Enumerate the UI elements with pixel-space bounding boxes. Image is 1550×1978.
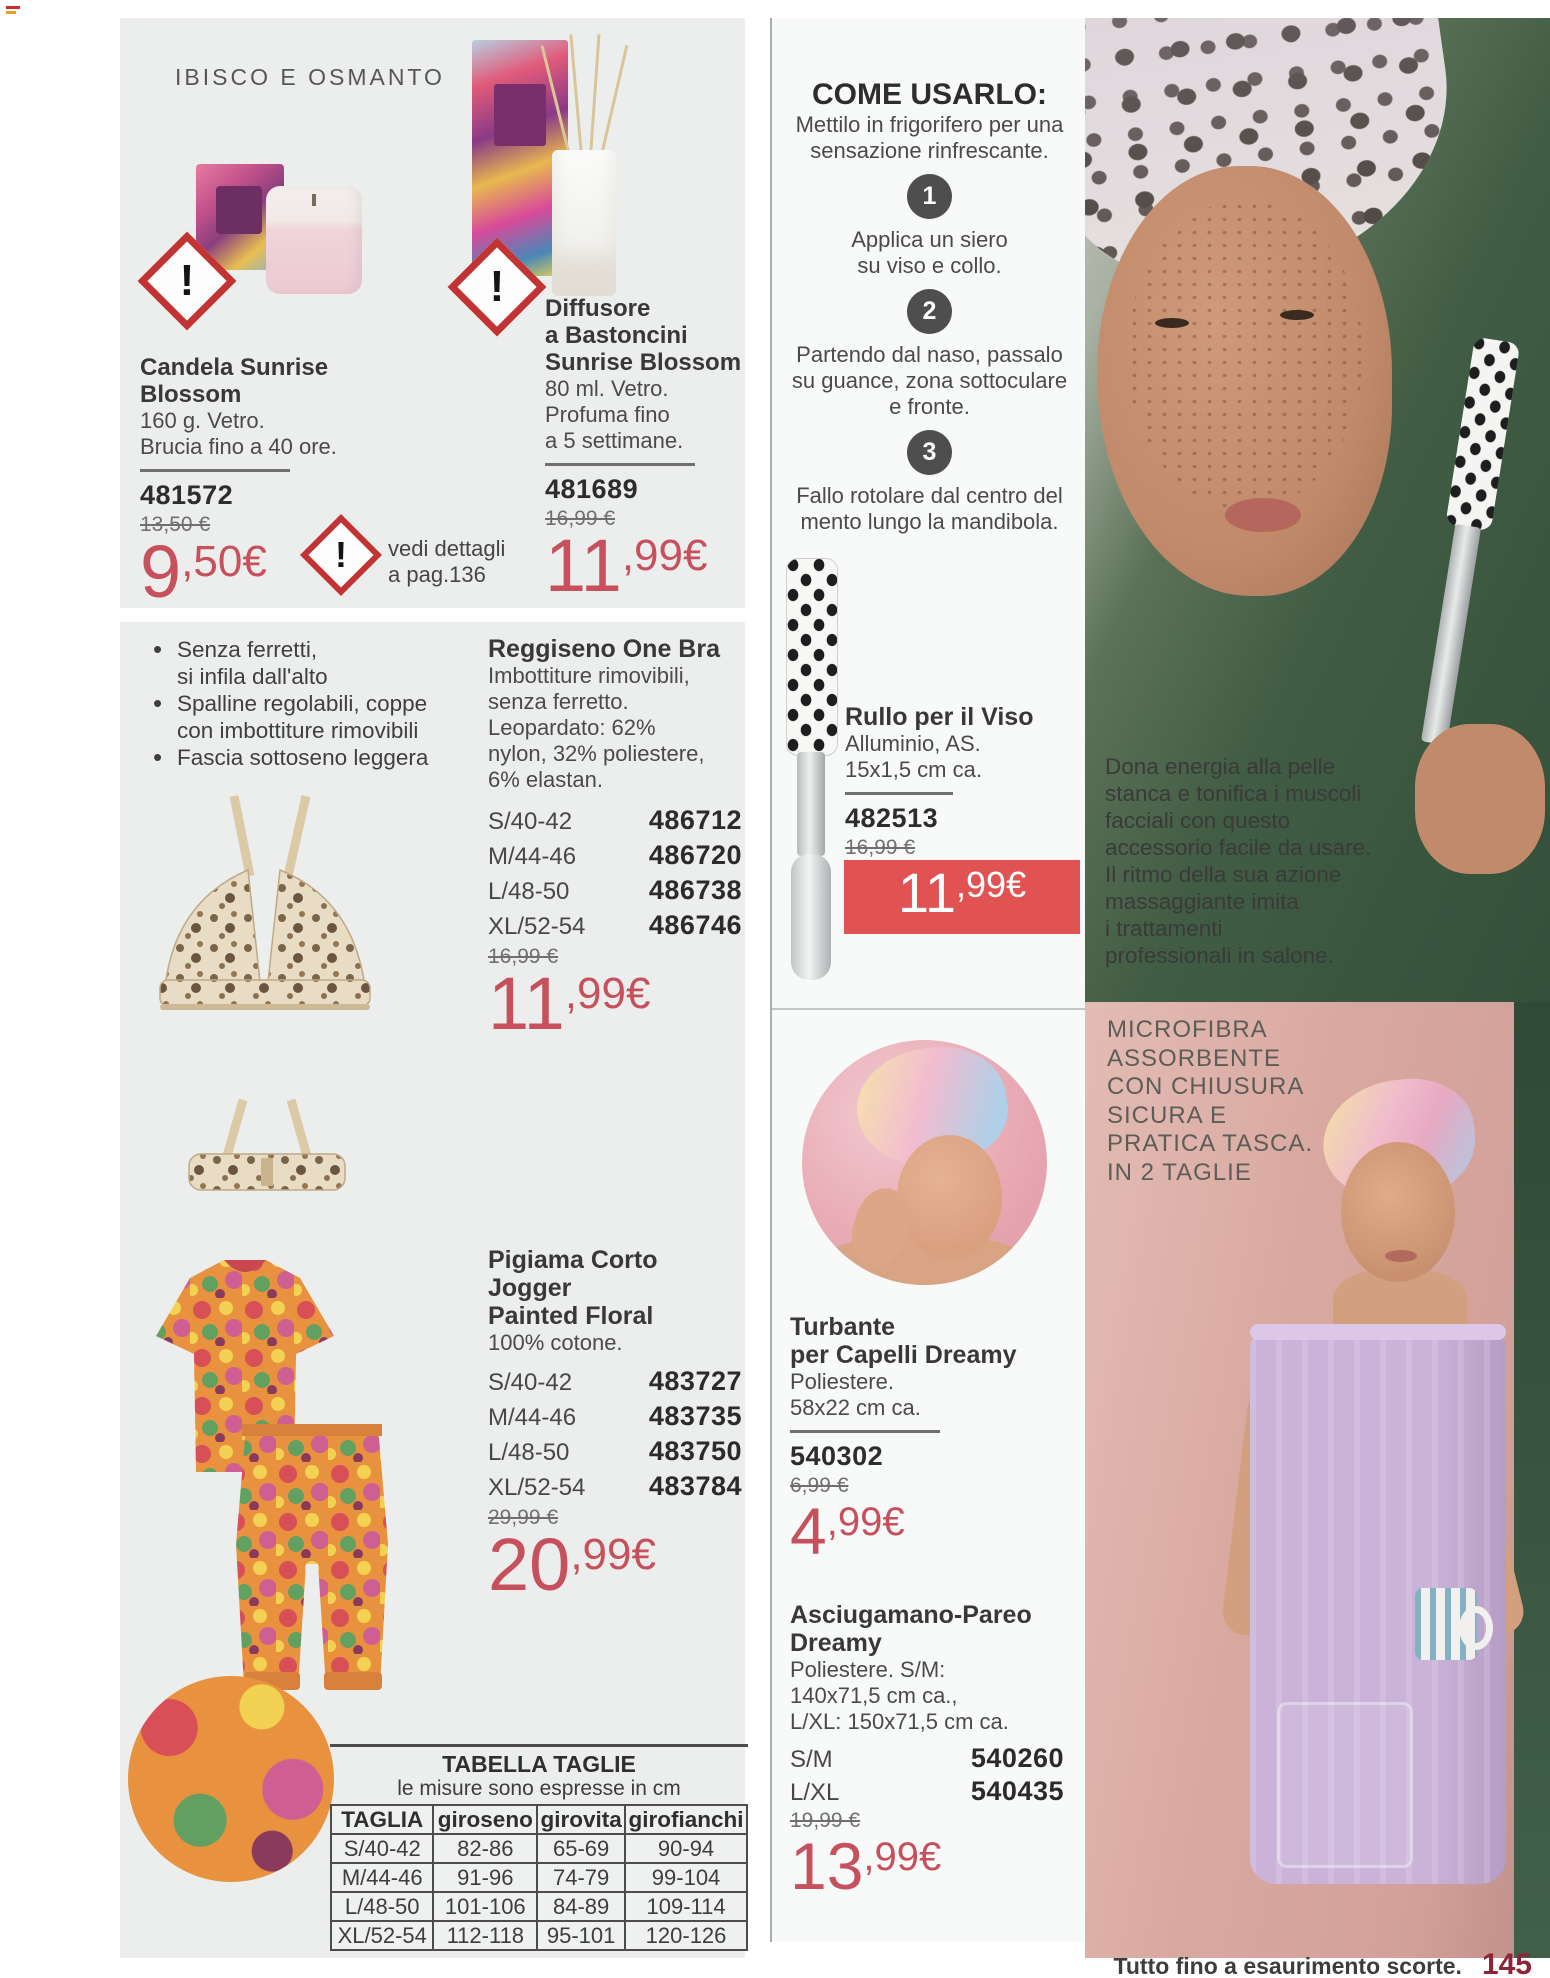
divider [140, 469, 290, 472]
product-name: Rullo per il Viso [845, 703, 1034, 731]
old-price: 16,99 € [488, 945, 559, 968]
old-price: 16,99 € [845, 836, 916, 859]
background-strip [1514, 1002, 1550, 1958]
size-code-row [488, 1469, 742, 1504]
feature-item: con imbottiture rimovibili [177, 718, 419, 743]
step-text: su viso e collo. [857, 253, 1002, 278]
size: XL/52-54 [488, 1474, 586, 1501]
size-code-row [488, 873, 742, 908]
roller-caption [1105, 753, 1435, 969]
old-price: 13,50 € [140, 513, 211, 536]
size-table-subtitle: le misure sono espresse in cm [397, 1777, 681, 1800]
face-roller-shaft-image [797, 752, 825, 856]
price-int: 4 [790, 1494, 827, 1568]
product-desc: Brucia fino a 40 ore. [140, 434, 337, 459]
product-name: Turbante [790, 1313, 896, 1341]
model-eye [1155, 318, 1189, 328]
towel-product-info [790, 1601, 1064, 1903]
product-name: Blossom [140, 381, 242, 408]
size: L/48-50 [488, 1439, 570, 1466]
candle-jar-image [266, 186, 362, 294]
model-face [1097, 166, 1392, 596]
product-desc: 80 ml. Vetro. [545, 376, 669, 401]
face-roller-handle-image [791, 854, 831, 980]
product-desc: Poliestere. [790, 1369, 894, 1394]
diffuser-bottle-image [552, 150, 616, 296]
step-number-badge: 2 [907, 289, 952, 334]
collection-title: IBISCO E OSMANTO [175, 64, 445, 90]
product-code: 482513 [845, 803, 939, 833]
table-row: S/40-42 82-86 65-69 90-94 [331, 1834, 747, 1863]
step-text: mento lungo la mandibola. [800, 509, 1059, 534]
towel-fold [1250, 1324, 1506, 1340]
size-code-list [488, 803, 742, 943]
product-name: Reggiseno One Bra [488, 635, 720, 663]
size-code-row [790, 1774, 1064, 1807]
size: XL/52-54 [488, 913, 586, 940]
product-desc: Poliestere. S/M: [790, 1657, 946, 1682]
caption-line: professionali in salone. [1105, 943, 1334, 968]
towel-pocket [1277, 1702, 1413, 1868]
footer-note: Tutto fino a esaurimento scorte. [1113, 1953, 1462, 1978]
feature-item: si infila dall'alto [177, 664, 328, 689]
caption-line: accessorio facile da usare. [1105, 835, 1372, 860]
old-price: 19,99 € [790, 1809, 861, 1832]
product-desc: a 5 settimane. [545, 428, 684, 453]
model-lips [1225, 498, 1301, 532]
how-to-title: COME USARLO: [812, 78, 1047, 111]
table-header: girovita [537, 1805, 625, 1834]
model-eye [1280, 310, 1314, 320]
pajama-product-info [488, 1246, 742, 1606]
step-text: Applica un siero [851, 227, 1008, 252]
diffuser-reed [569, 34, 583, 156]
divider [545, 463, 695, 466]
price [488, 1523, 742, 1606]
model-face [897, 1135, 1002, 1260]
product-name: Candela Sunrise [140, 354, 329, 381]
price-dec: ,99€ [826, 1500, 905, 1544]
fragrance-section [120, 18, 745, 613]
bra-back-image [175, 1092, 359, 1232]
how-to-use [772, 78, 1087, 535]
turban-photo [802, 1040, 1047, 1285]
size-table [330, 1744, 748, 1951]
price [790, 1829, 1064, 1903]
caption-line: Dona energia alla pelle [1105, 754, 1336, 779]
caption-line: ASSORBENTE [1107, 1044, 1282, 1072]
size: S/40-42 [488, 1369, 573, 1396]
product-desc: Profuma fino [545, 402, 670, 427]
caption-line: CON CHIUSURA [1107, 1073, 1305, 1100]
warning-icon: ! [448, 238, 547, 337]
diffuser-reed [598, 45, 628, 165]
feature-item: • Fascia sottoseno leggera [153, 744, 473, 771]
caption-line: SICURA E [1107, 1101, 1228, 1129]
table-header: TAGLIA [331, 1805, 433, 1834]
turban-product-info [790, 1313, 1062, 1568]
size: S/M [790, 1746, 833, 1773]
feature-item: • Senza ferretti, [153, 636, 473, 663]
old-price: 6,99 € [790, 1474, 849, 1497]
page-footer [1113, 1948, 1532, 1978]
middle-column [770, 18, 1087, 1942]
product-name: Dreamy [790, 1629, 882, 1657]
product-desc: 140x71,5 cm ca., [790, 1683, 958, 1708]
product-desc: 6% elastan. [488, 767, 603, 792]
face-roller-head-image [786, 558, 838, 756]
price-dec: ,50€ [181, 537, 267, 586]
step-text: su guance, zona sottoculare [791, 368, 1068, 393]
product-code: 481689 [545, 474, 639, 504]
product-name: Pigiama Corto Jogger [488, 1246, 658, 1302]
price-int: 11 [545, 524, 622, 607]
caption-line: Il ritmo della sua azione [1105, 862, 1342, 887]
fabric-swatch-image [128, 1676, 334, 1882]
size-code-row [488, 908, 742, 943]
price-int: 20 [488, 1523, 571, 1606]
size-code-list [488, 1364, 742, 1504]
size: L/XL [790, 1779, 840, 1806]
product-desc: 15x1,5 cm ca. [845, 757, 982, 782]
caption-line: MICROFIBRA [1107, 1016, 1268, 1043]
size-code-row [790, 1741, 1064, 1774]
face-roller-photo [1085, 18, 1550, 1002]
table-header: giroseno [433, 1805, 537, 1834]
price [790, 1494, 1062, 1568]
old-price: 16,99 € [545, 507, 616, 530]
caption-line: facciali con questo [1105, 808, 1291, 833]
price [545, 524, 745, 607]
caption-line: IN 2 TAGLIE [1107, 1158, 1252, 1186]
step-text: e fronte. [889, 394, 970, 419]
size-code-row [488, 1434, 742, 1469]
price-int: 11 [488, 962, 565, 1045]
price-dec: ,99€ [956, 864, 1027, 905]
step-number-badge: 3 [907, 430, 952, 475]
product-name: per Capelli Dreamy [790, 1341, 1017, 1369]
product-name: Painted Floral [488, 1302, 654, 1330]
towel-caption [1107, 1016, 1407, 1187]
pajama-pants-image [224, 1414, 400, 1714]
page-corner-icon [6, 6, 20, 16]
size-code-row [488, 838, 742, 873]
diffuser-reed [589, 34, 601, 156]
code: 486738 [648, 875, 742, 905]
bra-feature-list [153, 636, 473, 771]
code: 483727 [648, 1366, 742, 1396]
table-header: girofianchi [625, 1805, 747, 1834]
bra-front-image [138, 790, 390, 1090]
divider [772, 1008, 1087, 1010]
product-desc: L/XL: 150x71,5 cm ca. [790, 1709, 1009, 1734]
size-code-row [488, 1399, 742, 1434]
page-number: 145 [1481, 1948, 1532, 1978]
price-dec: ,99€ [863, 1835, 942, 1879]
candle-box-label [216, 186, 262, 234]
code: 540435 [970, 1776, 1064, 1806]
product-name: Asciugamano-Pareo [790, 1601, 1032, 1629]
step-text: Partendo dal naso, passalo [796, 342, 1063, 367]
size-code-list [790, 1741, 1064, 1807]
caption-line: i trattamenti [1105, 916, 1223, 941]
towel-pareo-photo [1085, 1002, 1550, 1958]
code: 483750 [648, 1436, 742, 1466]
model-lips [1385, 1250, 1417, 1262]
caption-line: stanca e tonifica i muscoli [1105, 781, 1362, 806]
warning-icon: ! [300, 514, 382, 596]
caption-line: massaggiante imita [1105, 889, 1299, 914]
code: 483735 [648, 1401, 742, 1431]
caption-line: PRATICA TASCA. [1107, 1130, 1314, 1157]
product-desc: Leopardato: 62% [488, 715, 656, 740]
face-roller-prop-image [1404, 336, 1531, 770]
bra-product-info [488, 635, 742, 1045]
warning-note-line: vedi dettagli [388, 536, 506, 561]
code: 540260 [970, 1743, 1064, 1773]
diffuser-product-info [545, 295, 745, 607]
product-name: Diffusore [545, 295, 651, 322]
price-int: 9 [140, 530, 182, 613]
size-code-row [488, 1364, 742, 1399]
size: L/48-50 [488, 878, 570, 905]
product-desc: 160 g. Vetro. [140, 408, 265, 433]
code: 486746 [648, 910, 742, 940]
step-text: Fallo rotolare dal centro del [796, 483, 1063, 508]
product-code: 481572 [140, 480, 234, 510]
step-number-badge: 1 [907, 174, 952, 219]
price-int: 13 [790, 1829, 864, 1903]
table-row: M/44-46 91-96 74-79 99-104 [331, 1863, 747, 1892]
product-name: a Bastoncini [545, 322, 688, 349]
table-row: L/48-50 101-106 84-89 109-114 [331, 1892, 747, 1921]
size-table-title: TABELLA TAGLIE [442, 1751, 636, 1777]
product-desc: Alluminio, AS. [845, 731, 981, 756]
product-desc: Imbottiture rimovibili, [488, 663, 690, 688]
price-badge [844, 860, 1080, 934]
feature-item: • Spalline regolabili, coppe [153, 690, 473, 717]
product-desc: 100% cotone. [488, 1330, 623, 1355]
old-price: 29,99 € [488, 1506, 559, 1529]
warning-note [388, 536, 505, 588]
mug-image [1415, 1588, 1477, 1660]
warning-note-line: a pag.136 [388, 562, 486, 587]
code: 486720 [648, 840, 742, 870]
size: M/44-46 [488, 843, 577, 870]
price-dec: ,99€ [564, 969, 651, 1018]
code: 486712 [648, 805, 742, 835]
size-code-row [488, 803, 742, 838]
how-to-intro: sensazione rinfrescante. [810, 138, 1049, 163]
size: S/40-42 [488, 808, 573, 835]
diffuser-box-label [494, 84, 546, 146]
apparel-section [120, 622, 745, 1958]
product-name: Sunrise Blossom [545, 349, 742, 376]
warning-icon: ! [138, 232, 237, 331]
product-code: 540302 [790, 1441, 884, 1471]
product-desc: nylon, 32% poliestere, [488, 741, 705, 766]
price-dec: ,99€ [621, 531, 708, 580]
price-dec: ,99€ [570, 1530, 656, 1579]
table-row: XL/52-54 112-118 95-101 120-126 [331, 1921, 747, 1950]
candle-wick [312, 194, 316, 206]
divider [845, 792, 953, 795]
product-desc: senza ferretto. [488, 689, 629, 714]
roller-product-info [845, 703, 1080, 861]
product-desc: 58x22 cm ca. [790, 1395, 921, 1420]
price [488, 962, 742, 1045]
price-int: 11 [897, 861, 957, 924]
how-to-intro: Mettilo in frigorifero per una [795, 112, 1064, 137]
size: M/44-46 [488, 1404, 577, 1431]
code: 483784 [648, 1471, 742, 1501]
divider [790, 1430, 940, 1433]
